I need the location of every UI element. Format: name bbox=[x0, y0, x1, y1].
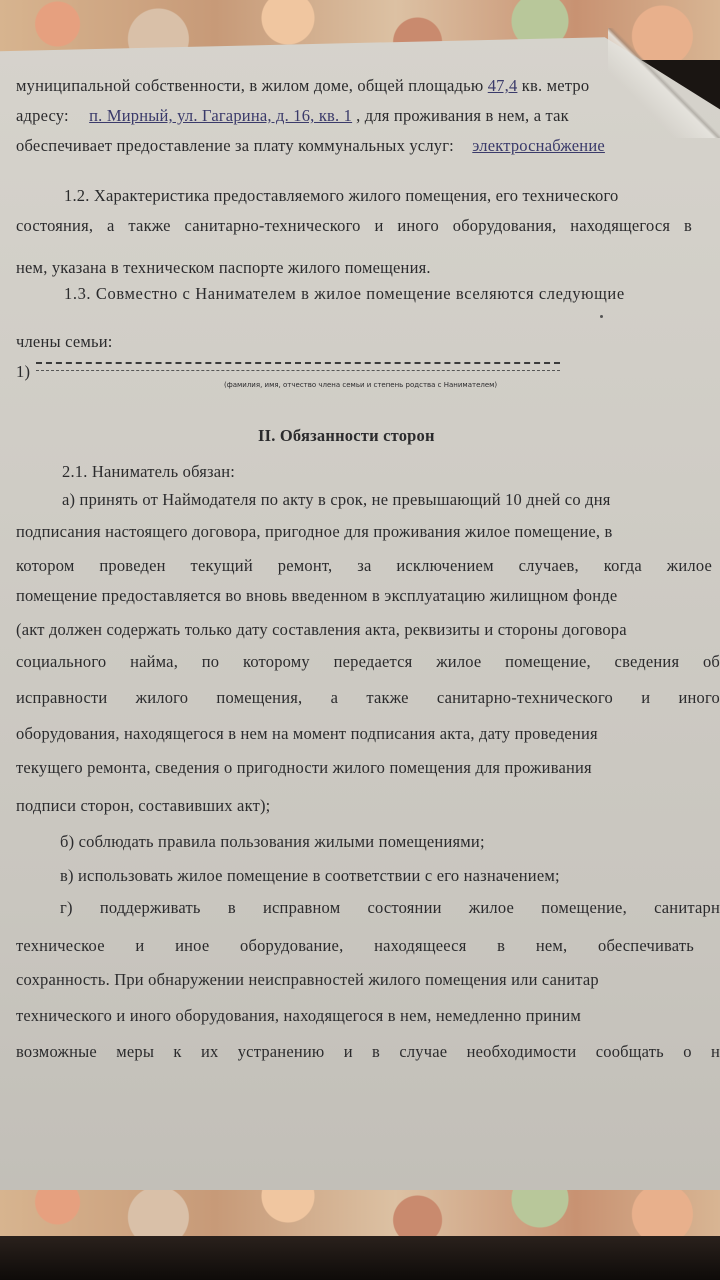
utility-value: электроснабжение bbox=[472, 136, 605, 155]
item-a-line-4: помещение предоставляется во вновь введенном в эксплуатацию жилищном фонде bbox=[16, 586, 618, 605]
p12-line-2: состояния, а также санитарно-технического и иного оборудования, находящегося в bbox=[16, 216, 692, 235]
item-a-line-3: котором проведен текущий ремонт, за исключением случаев, когда жилое bbox=[16, 556, 712, 575]
item-a-line-9: текущего ремонта, сведения о пригодности жилого помещения для проживания bbox=[16, 758, 592, 777]
line-2 bbox=[16, 106, 569, 126]
item-v-line: в) использовать жилое помещение в соответствии с его назначением; bbox=[60, 866, 560, 885]
text-segment: кв. метро bbox=[521, 76, 590, 95]
text-segment: обеспечивает предоставление за плату коммунальных услуг: bbox=[16, 136, 454, 155]
item-g-line-1: г) поддерживать в исправном состоянии жилое помещение, санитарн bbox=[60, 898, 720, 917]
blank-line-secondary bbox=[36, 370, 560, 371]
speck bbox=[600, 315, 603, 318]
p12-line-1: 1.2. Характеристика предоставляемого жилого помещения, его технического bbox=[64, 186, 619, 205]
item-a-line-1: а) принять от Наймодателя по акту в срок, не превышающий 10 дней со дня bbox=[62, 490, 611, 509]
item-g-line-2: техническое и иное оборудование, находящееся в нем, обеспечивать bbox=[16, 936, 694, 955]
section-heading: II. Обязанности сторон bbox=[258, 426, 435, 445]
item-g-line-5: возможные меры к их устранению и в случае необходимости сообщать о н bbox=[16, 1042, 720, 1061]
text-segment: , для проживания в нем, а так bbox=[356, 106, 569, 125]
item-b-line: б) соблюдать правила пользования жилыми помещениями; bbox=[60, 832, 485, 851]
field-caption: (фамилия, имя, отчество члена семьи и степень родства с Нанимателем) bbox=[224, 381, 498, 389]
line-3 bbox=[16, 136, 605, 156]
p13-line-2: члены семьи: bbox=[16, 332, 113, 351]
line-1 bbox=[16, 76, 589, 96]
item-g-line-3: сохранность. При обнаружении неисправностей жилого помещения или санитар bbox=[16, 970, 599, 989]
blank-line bbox=[36, 362, 560, 364]
background-shadow bbox=[0, 1236, 720, 1280]
p12-line-3: нем, указана в техническом паспорте жилого помещения. bbox=[16, 258, 431, 277]
p13-line-1: 1.3. Совместно с Нанимателем в жилое помещение вселяются следующие bbox=[64, 284, 625, 303]
address-value: п. Мирный, ул. Гагарина, д. 16, кв. 1 bbox=[89, 106, 353, 125]
item-a-line-7: исправности жилого помещения, а также санитарно-технического и иного bbox=[16, 688, 720, 707]
area-value: 47,4 bbox=[487, 76, 518, 95]
item-a-line-5: (акт должен содержать только дату составления акта, реквизиты и стороны договора bbox=[16, 620, 627, 639]
item-1-number: 1) bbox=[16, 362, 31, 381]
text-segment: адресу: bbox=[16, 106, 69, 125]
item-a-line-8: оборудования, находящегося в нем на момент подписания акта, дату проведения bbox=[16, 724, 598, 743]
item-g-line-4: технического и иного оборудования, находящегося в нем, немедленно приним bbox=[16, 1006, 581, 1025]
folded-corner bbox=[608, 28, 720, 138]
text-segment: муниципальной собственности, в жилом доме, общей площадью bbox=[16, 76, 484, 95]
item-a-line-2: подписания настоящего договора, пригодное для проживания жилое помещение, в bbox=[16, 522, 613, 541]
item-a-line-10: подписи сторон, составивших акт); bbox=[16, 796, 271, 815]
p21-line: 2.1. Наниматель обязан: bbox=[62, 462, 236, 481]
item-a-line-6: социального найма, по которому передается жилое помещение, сведения об bbox=[16, 652, 720, 671]
